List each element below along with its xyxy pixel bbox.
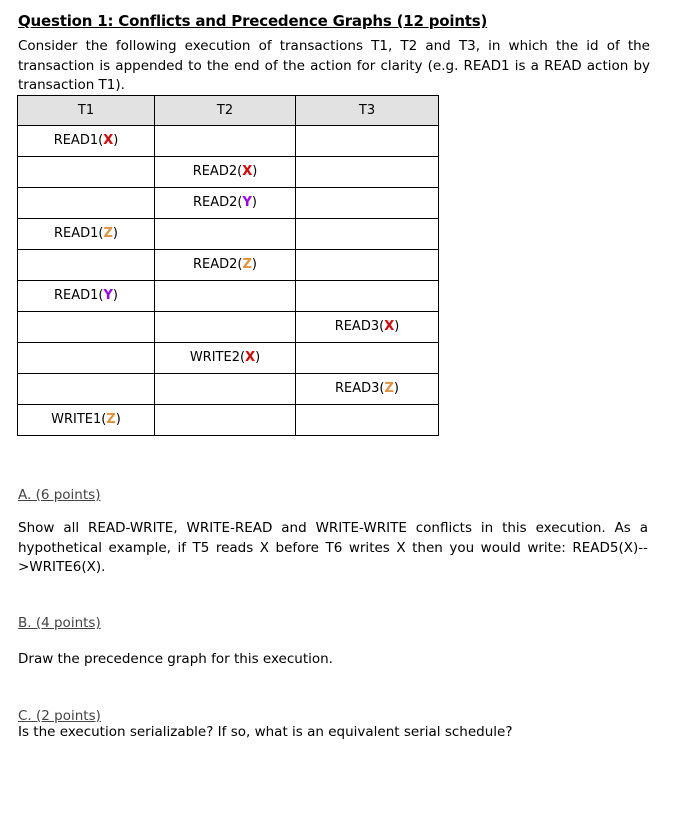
cell-empty xyxy=(296,405,439,436)
part-b-body: Draw the precedence graph for this execution. xyxy=(18,651,333,667)
table-row xyxy=(18,343,439,374)
var-z: Z xyxy=(106,412,116,427)
header-t3: T3 xyxy=(296,96,439,126)
cell-empty xyxy=(155,312,296,343)
cell-empty xyxy=(296,126,439,157)
cell-empty xyxy=(155,374,296,405)
cell-empty xyxy=(296,188,439,219)
cell-empty xyxy=(296,250,439,281)
part-a-heading: A. (6 points) xyxy=(18,487,101,503)
cell-op: READ1(Z) xyxy=(18,219,155,250)
header-t1: T1 xyxy=(18,96,155,126)
cell-empty xyxy=(18,157,155,188)
var-y: Y xyxy=(103,288,113,303)
var-z: Z xyxy=(384,381,394,396)
var-x: X xyxy=(242,164,253,179)
cell-empty xyxy=(18,374,155,405)
cell-empty xyxy=(18,250,155,281)
var-z: Z xyxy=(103,226,113,241)
cell-empty xyxy=(18,188,155,219)
table-row xyxy=(18,312,439,343)
part-b-heading: B. (4 points) xyxy=(18,615,101,631)
cell-empty xyxy=(296,343,439,374)
var-x: X xyxy=(384,319,395,334)
cell-op: READ2(X) xyxy=(155,157,296,188)
cell-op: READ1(X) xyxy=(18,126,155,157)
part-c-heading: C. (2 points) xyxy=(18,708,101,724)
table-row xyxy=(18,374,439,405)
cell-op: READ2(Z) xyxy=(155,250,296,281)
table-row xyxy=(18,126,439,157)
table-row xyxy=(18,281,439,312)
cell-empty xyxy=(155,405,296,436)
schedule-table xyxy=(17,95,439,436)
question-title: Question 1: Conflicts and Precedence Graphs (12 points) xyxy=(18,12,488,30)
cell-empty xyxy=(155,126,296,157)
cell-empty xyxy=(155,219,296,250)
table-row xyxy=(18,405,439,436)
table-row xyxy=(18,188,439,219)
cell-empty xyxy=(296,219,439,250)
var-x: X xyxy=(245,350,256,365)
cell-op: READ2(Y) xyxy=(155,188,296,219)
cell-empty xyxy=(18,343,155,374)
var-x: X xyxy=(103,133,114,148)
cell-empty xyxy=(18,312,155,343)
cell-op: READ3(X) xyxy=(296,312,439,343)
table-row xyxy=(18,250,439,281)
intro-paragraph: Consider the following execution of transactions T1, T2 and T3, in which the id of the transaction is appended to the end of the action for clarity (e.g. READ1 is a READ action by transaction T1). xyxy=(18,38,650,93)
cell-empty xyxy=(296,157,439,188)
cell-empty xyxy=(155,281,296,312)
cell-op: READ3(Z) xyxy=(296,374,439,405)
table-row xyxy=(18,157,439,188)
cell-empty xyxy=(296,281,439,312)
header-t2: T2 xyxy=(155,96,296,126)
cell-op: WRITE2(X) xyxy=(155,343,296,374)
table-header-row xyxy=(18,96,439,126)
var-z: Z xyxy=(242,257,252,272)
cell-op: WRITE1(Z) xyxy=(18,405,155,436)
var-y: Y xyxy=(242,195,252,210)
table-row xyxy=(18,219,439,250)
part-c-body: Is the execution serializable? If so, what is an equivalent serial schedule? xyxy=(18,724,513,740)
part-a-body: Show all READ-WRITE, WRITE-READ and WRITE-WRITE conflicts in this execution. As a hypothetical example, if T5 reads X before T6 writes X then you would write: READ5(X)-->WRITE6(X). xyxy=(18,520,648,575)
cell-op: READ1(Y) xyxy=(18,281,155,312)
